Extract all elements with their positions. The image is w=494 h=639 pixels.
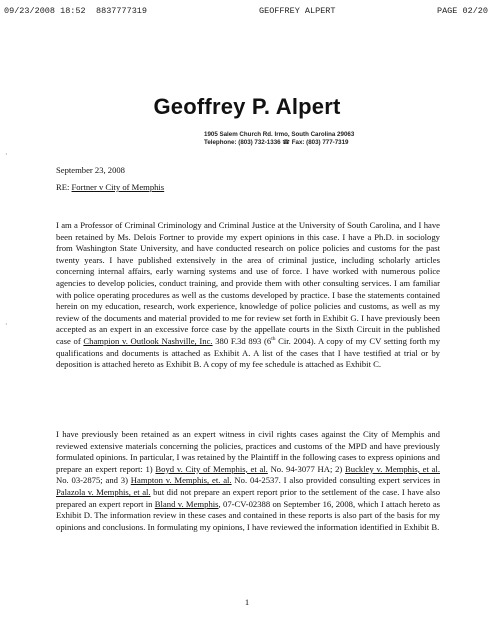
re-line <box>56 182 164 192</box>
paragraph-text: , 07-CV-02388 on September 16, 2008, which I attach hereto as Exhibit D. The information review in these cases and contained in these reports is also part of the basis for my opinions and conclusions. In formulating my opinions, I have reviewed the information identified in Exhibit B. <box>56 498 441 532</box>
paragraph-text: No. 04-2537. I also provided consulting expert services in <box>231 475 441 486</box>
fax-header <box>4 6 488 18</box>
letterhead-phone: Telephone: (803) 732-1336 ☎ Fax: (803) 777-7319 <box>204 139 349 146</box>
ordinal-superscript: th <box>271 336 276 343</box>
paragraph-text: but did not prepare an expert report prior to the settlement of the case. I have also prepared an expert report in <box>56 486 441 509</box>
re-subject: Fortner v City of Memphis <box>71 182 165 192</box>
paragraph-text: I am a Professor of Criminal Criminology and Criminal Justice at the University of South Carolina, and I have been retained by Ms. Delois Fortner to provide my expert opinions in this case. I have a Ph.D. in sociology from Washington State University, and have conducted research on police policies and customs for the past twenty years. I have published extensively in the area of criminal justice, including scholarly articles concerning internal affairs, early warning systems and use of force. I have worked with numerous police agencies to develop policies, conduct training, and provide them with other consulting services. I am familiar with police operating procedures as well as the customs developed by practice. I base the statements contained herein on my education, research, work experience, knowledge of police policies and customs, as well as my review of the documents and material provided to me for review set forth in Exhibit G. I have previously been accepted as an expert in an excessive force case by the appellate courts in the Sixth Circuit in the published case of <box>56 220 440 346</box>
case-citation: Palazola v. Memphis, et al. <box>56 486 151 497</box>
body-paragraph <box>56 220 440 371</box>
letter-date: September 23, 2008 <box>56 165 125 175</box>
page-number: 1 <box>244 597 250 607</box>
paragraph-text: Cir. 2004). A copy of my CV setting forth my qualifications and documents is attached as Exhibit A. A list of the cases that I have testified at trial or by deposition is attached hereto as Exhibit B. A copy of my fee schedule is attached as Exhibit C. <box>56 335 441 370</box>
scan-speck-mark: · <box>5 150 8 159</box>
paragraph-text: I have previously been retained as an expert witness in civil rights cases against the City of Memphis and reviewed extensive materials concerning the policies, practices and customs of the MPD and have previously formulated opinions. In particular, I was retained by the Plaintiff in the following cases to express opinions and prepare an expert report: 1) <box>56 429 440 474</box>
case-citation: Champion v. Outlook Nashville, Inc. <box>83 335 213 346</box>
paragraph-text: 380 F.3d 893 (6 <box>212 335 272 346</box>
fax-date-time: 09/23/2008 18:52 <box>4 6 86 16</box>
scan-speck-mark: · <box>5 320 8 329</box>
paragraph-text: No. 94-3077 HA; 2) <box>267 463 346 474</box>
body-paragraph <box>56 429 440 533</box>
letterhead-name: Geoffrey P. Alpert <box>153 94 341 119</box>
fax-sender: GEOFFREY ALPERT <box>259 6 336 16</box>
case-citation: Bland v. Memphis <box>154 498 219 509</box>
re-label: RE: <box>56 182 72 192</box>
case-citation: Buckley v. Memphis, et al. <box>345 463 440 474</box>
fax-number: 8837777319 <box>96 6 148 16</box>
case-citation: Hampton v. Memphis, et. al. <box>130 475 232 486</box>
letterhead-address: 1905 Salem Church Rd. Irmo, South Carolina 29063 <box>204 131 355 138</box>
paragraph-text: No. 03-2875; and 3) <box>56 475 131 486</box>
fax-page-count: PAGE 02/20 <box>436 6 488 16</box>
case-citation: Boyd v. City of Memphis, et al. <box>155 463 268 474</box>
